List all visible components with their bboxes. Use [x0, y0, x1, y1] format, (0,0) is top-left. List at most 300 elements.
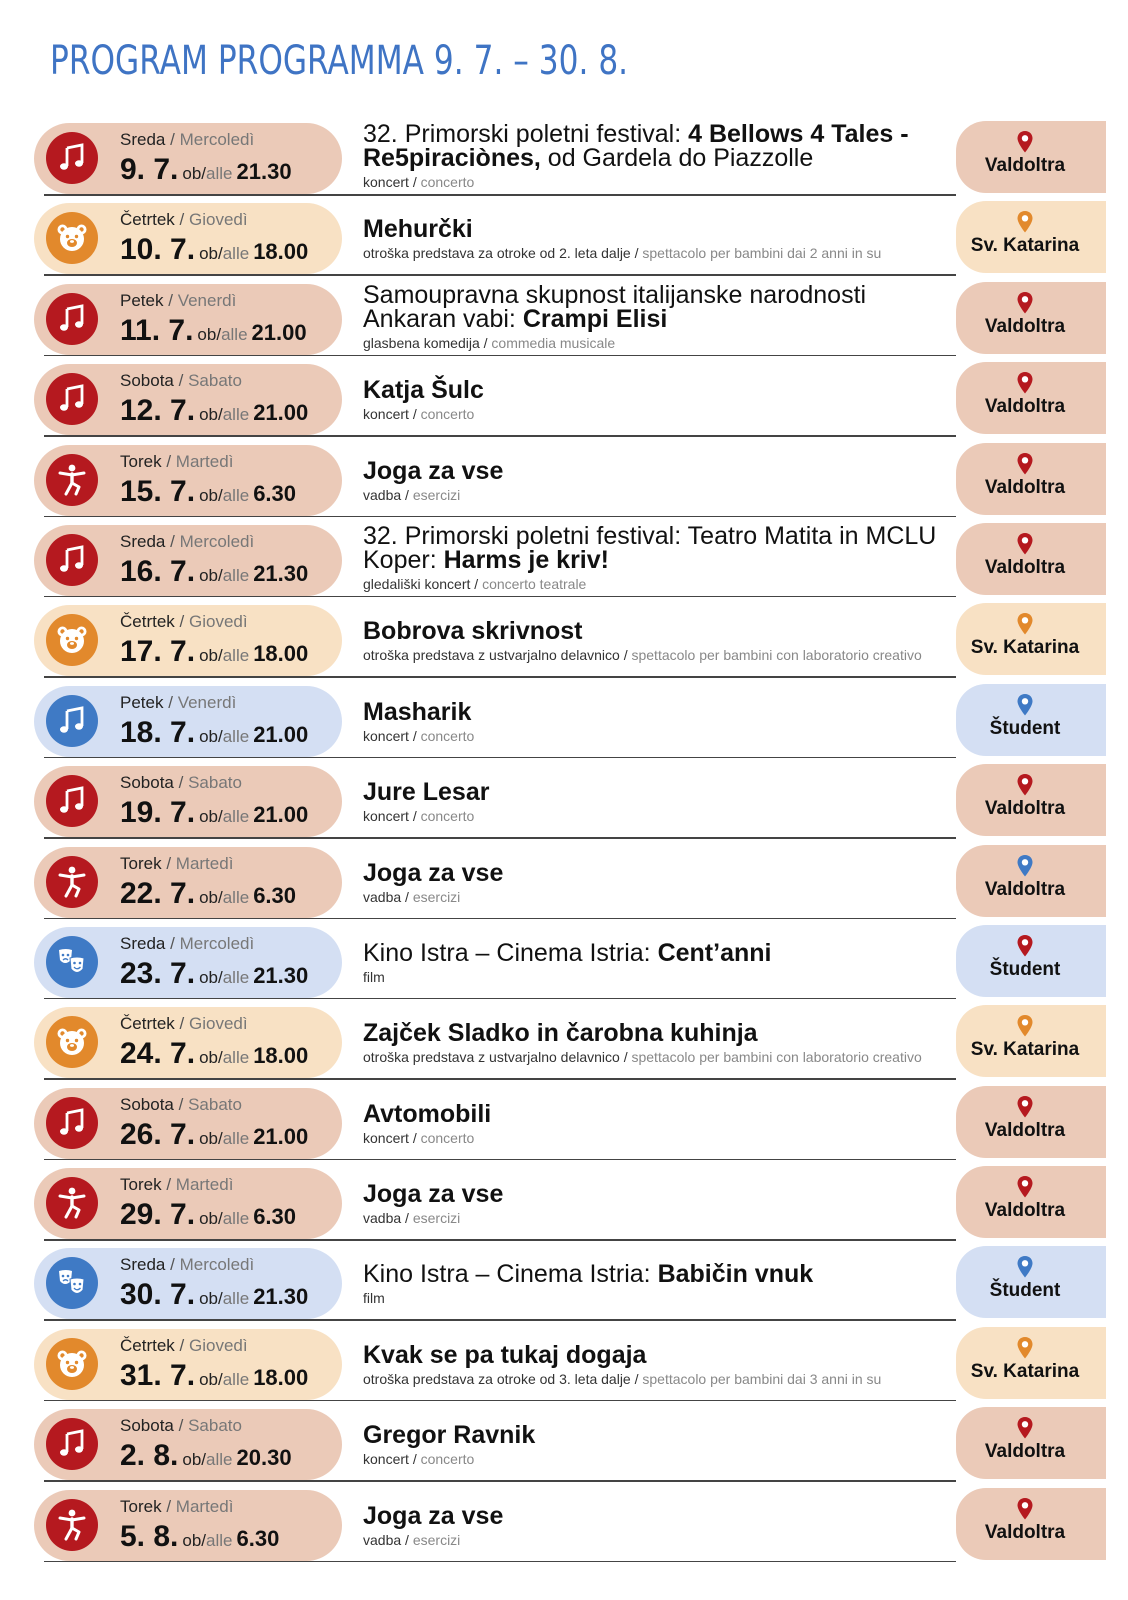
music-note-icon — [46, 695, 98, 747]
event-title — [363, 280, 953, 333]
event-type-sl: vadba — [363, 1531, 402, 1548]
location-name: Študent — [989, 717, 1061, 739]
row-divider — [44, 1480, 956, 1482]
location-pill — [956, 845, 1106, 917]
event-row — [0, 1245, 1128, 1325]
event-row — [0, 1085, 1128, 1165]
event-info — [363, 444, 953, 503]
location-pin-icon — [1016, 291, 1034, 315]
event-title-main: Joga za vse — [363, 1180, 504, 1209]
location-pill — [956, 684, 1106, 756]
event-type: glasbena komedija / commedia musicale — [363, 334, 616, 351]
event-title-main: Joga za vse — [363, 1501, 504, 1530]
event-row — [0, 924, 1128, 1004]
day-separator: / — [178, 1094, 184, 1114]
event-type-sl: film — [363, 968, 385, 985]
day-separator: / — [166, 451, 172, 471]
event-type-sl: koncert — [363, 174, 409, 190]
event-row — [0, 1004, 1128, 1084]
location-name: Sv. Katarina — [970, 637, 1080, 659]
date-time — [120, 1118, 308, 1152]
event-date: 5. 8. — [120, 1519, 179, 1553]
day-it: Giovedì — [189, 612, 248, 632]
day-label — [120, 130, 254, 150]
location-name: Sv. Katarina — [970, 235, 1080, 257]
date-pill — [34, 445, 342, 516]
event-date: 15. 7. — [120, 474, 196, 508]
event-info — [363, 521, 953, 592]
event-row — [0, 763, 1128, 843]
location-name: Valdoltra — [984, 1521, 1066, 1543]
event-title — [363, 376, 953, 405]
day-sl: Četrtek — [120, 210, 175, 230]
day-separator: / — [170, 1255, 175, 1275]
event-title — [363, 122, 953, 170]
event-type-it: esercizi — [412, 1210, 461, 1227]
event-type-sl: koncert — [363, 1129, 409, 1146]
event-info — [363, 765, 953, 824]
event-type-it: concerto teatrale — [482, 575, 587, 592]
location-name: Valdoltra — [984, 556, 1066, 578]
location-pill — [956, 1005, 1106, 1077]
event-title — [363, 1099, 953, 1128]
location-name: Valdoltra — [984, 315, 1066, 337]
event-time: 6.30 — [253, 480, 297, 506]
event-type-it: spettacolo per bambini con laboratorio creativo — [631, 1049, 922, 1066]
yoga-figure-icon — [46, 856, 98, 908]
date-pill — [34, 1088, 342, 1159]
row-divider — [44, 676, 956, 678]
row-divider — [44, 435, 956, 437]
date-pill — [34, 1168, 342, 1239]
row-divider — [44, 596, 956, 598]
event-title-prefix: Kino Istra – Cinema Istria: — [363, 938, 658, 967]
day-label — [120, 934, 254, 954]
date-time — [120, 1278, 308, 1312]
location-name: Študent — [989, 1280, 1061, 1302]
location-pin-icon — [1016, 452, 1034, 476]
event-type-it: concerto — [420, 174, 475, 190]
day-separator: / — [178, 1416, 184, 1436]
event-title — [363, 858, 953, 887]
location-name: Valdoltra — [984, 396, 1066, 418]
event-date: 26. 7. — [120, 1117, 196, 1151]
event-info — [363, 926, 953, 985]
event-time: 18.00 — [253, 1043, 309, 1069]
date-pill — [34, 927, 342, 998]
day-sl: Sobota — [120, 1094, 174, 1114]
event-time: 21.00 — [253, 400, 309, 426]
event-title — [363, 1019, 953, 1048]
date-pill — [34, 123, 342, 194]
event-type-it: spettacolo per bambini dai 2 anni in su — [642, 245, 882, 262]
location-pill — [956, 1166, 1106, 1238]
day-label — [120, 291, 236, 311]
day-sl: Sobota — [120, 1416, 174, 1436]
time-prefix: ob/alle — [199, 1369, 250, 1389]
event-row — [0, 844, 1128, 924]
page-title: PROGRAM PROGRAMMA 9. 7. – 30. 8. — [50, 38, 629, 84]
event-date: 19. 7. — [120, 796, 196, 830]
event-type-sl: vadba — [363, 486, 402, 503]
event-type: otroška predstava za otroke od 2. leta dalje / spettacolo per bambini dai 2 anni in su — [363, 245, 882, 262]
event-title-main: Katja Šulc — [363, 376, 484, 405]
event-type: koncert / concerto — [363, 174, 475, 190]
day-label — [120, 1014, 248, 1034]
row-divider — [44, 1159, 956, 1161]
yoga-figure-icon — [46, 1499, 98, 1551]
date-time — [120, 233, 308, 267]
day-label — [120, 1336, 248, 1356]
location-pin-icon — [1016, 1255, 1034, 1279]
day-label — [120, 210, 248, 230]
day-label — [120, 1175, 233, 1195]
date-pill — [34, 1248, 342, 1319]
row-divider — [44, 194, 956, 196]
event-type-sl: glasbena komedija — [363, 334, 480, 351]
row-divider — [44, 837, 956, 839]
date-time — [120, 475, 296, 509]
row-divider — [44, 918, 956, 920]
day-label — [120, 532, 254, 552]
date-pill — [34, 605, 342, 676]
event-date: 10. 7. — [120, 233, 196, 267]
event-type: koncert / concerto — [363, 808, 475, 825]
location-pin-icon — [1016, 612, 1034, 636]
date-time — [120, 1359, 308, 1393]
day-label — [120, 452, 233, 472]
event-info — [363, 1167, 953, 1226]
event-row — [0, 361, 1128, 441]
theatre-masks-icon — [46, 1257, 98, 1309]
event-title — [363, 778, 953, 807]
theatre-masks-icon — [46, 936, 98, 988]
row-divider — [44, 1400, 956, 1402]
time-prefix: ob/alle — [199, 887, 250, 907]
day-separator: / — [166, 1175, 172, 1195]
event-date: 24. 7. — [120, 1037, 196, 1071]
event-row — [0, 1165, 1128, 1245]
event-title — [363, 1501, 953, 1530]
event-title — [363, 1260, 953, 1289]
event-time: 21.00 — [253, 721, 309, 747]
event-date: 11. 7. — [120, 313, 194, 347]
day-it: Sabato — [188, 1094, 242, 1114]
location-name: Sv. Katarina — [970, 1039, 1080, 1061]
location-pin-icon — [1016, 371, 1034, 395]
event-title-prefix: 32. Primorski poletni festival: — [363, 120, 689, 148]
event-date: 16. 7. — [120, 554, 196, 588]
event-time: 6.30 — [236, 1525, 280, 1551]
date-time — [120, 153, 292, 187]
location-pin-icon — [1016, 1014, 1034, 1038]
location-pin-icon — [1016, 693, 1034, 717]
location-pin-icon — [1016, 854, 1034, 878]
event-type-sl: koncert — [363, 406, 409, 423]
location-pin-icon — [1016, 1095, 1034, 1119]
day-it: Giovedì — [189, 1335, 248, 1355]
location-pill — [956, 362, 1106, 434]
event-time: 18.00 — [253, 641, 309, 667]
music-note-icon — [46, 1418, 98, 1470]
location-pin-icon — [1016, 934, 1034, 958]
music-note-icon — [46, 534, 98, 586]
day-label — [120, 693, 236, 713]
event-type-it: esercizi — [412, 1531, 461, 1548]
date-pill — [34, 1007, 342, 1078]
date-pill — [34, 1490, 342, 1561]
day-separator: / — [166, 1496, 172, 1516]
event-date: 9. 7. — [120, 153, 179, 186]
event-type-sl: otroška predstava z ustvarjalno delavnico — [363, 647, 620, 664]
event-type: vadba / esercizi — [363, 888, 461, 905]
event-date: 17. 7. — [120, 635, 196, 669]
location-pill — [956, 1086, 1106, 1158]
event-info — [363, 604, 953, 663]
date-pill — [34, 686, 342, 757]
event-type-sl: film — [363, 1290, 385, 1307]
date-time — [120, 394, 308, 428]
location-pill — [956, 523, 1106, 595]
event-type-sl: otroška predstava z ustvarjalno delavnico — [363, 1049, 620, 1066]
event-type-it: spettacolo per bambini dai 3 anni in su — [642, 1370, 882, 1387]
event-type-it: concerto — [420, 406, 475, 423]
event-title-main: Zajček Sladko in čarobna kuhinja — [363, 1019, 758, 1048]
event-row — [0, 683, 1128, 763]
date-pill — [34, 364, 342, 435]
day-it: Martedì — [175, 1175, 234, 1195]
date-time — [120, 796, 308, 830]
event-info — [363, 280, 953, 351]
location-pill — [956, 443, 1106, 515]
event-type-it: commedia musicale — [491, 334, 616, 351]
row-divider — [44, 274, 956, 276]
date-pill — [34, 1409, 342, 1480]
music-note-icon — [46, 293, 98, 345]
event-title — [363, 521, 953, 574]
event-date: 18. 7. — [120, 715, 196, 749]
event-type: otroška predstava za otroke od 3. leta dalje / spettacolo per bambini dai 3 anni in su — [363, 1370, 882, 1387]
day-it: Mercoledì — [179, 531, 255, 551]
event-type: gledališki koncert / concerto teatrale — [363, 575, 587, 592]
event-info — [363, 1408, 953, 1467]
event-type: vadba / esercizi — [363, 486, 461, 503]
date-pill — [34, 203, 342, 274]
date-time — [120, 1037, 308, 1071]
teddy-bear-icon — [46, 212, 98, 264]
day-it: Mercoledì — [179, 933, 255, 953]
location-pin-icon — [1016, 1175, 1034, 1199]
location-pin-icon — [1016, 1497, 1034, 1521]
time-prefix: ob/alle — [197, 324, 248, 344]
day-sl: Sreda — [120, 933, 166, 953]
date-pill — [34, 847, 342, 918]
event-title-main: Babičin vnuk — [657, 1260, 814, 1289]
time-prefix: ob/alle — [199, 1048, 250, 1068]
event-info — [363, 122, 953, 190]
yoga-figure-icon — [46, 454, 98, 506]
location-pin-icon — [1016, 1416, 1034, 1440]
day-it: Venerdì — [177, 692, 237, 712]
time-prefix: ob/alle — [182, 164, 233, 183]
time-prefix: ob/alle — [199, 967, 250, 987]
event-type-it: esercizi — [412, 888, 461, 905]
event-info — [363, 1006, 953, 1065]
day-sl: Sobota — [120, 371, 174, 391]
time-prefix: ob/alle — [199, 1128, 250, 1148]
day-separator: / — [179, 612, 185, 632]
teddy-bear-icon — [46, 1016, 98, 1068]
location-pill — [956, 603, 1106, 675]
event-info — [363, 685, 953, 744]
time-prefix: ob/alle — [199, 807, 250, 827]
day-it: Mercoledì — [179, 1255, 255, 1275]
yoga-figure-icon — [46, 1177, 98, 1229]
event-row — [0, 442, 1128, 522]
day-label — [120, 1255, 254, 1275]
location-pill — [956, 1246, 1106, 1318]
event-type-sl: gledališki koncert — [363, 575, 471, 592]
teddy-bear-icon — [46, 1338, 98, 1390]
music-note-icon — [46, 775, 98, 827]
day-label — [120, 1095, 242, 1115]
teddy-bear-icon — [46, 614, 98, 666]
day-sl: Petek — [120, 692, 164, 712]
music-note-icon — [46, 373, 98, 425]
day-it: Martedì — [175, 451, 234, 471]
location-name: Valdoltra — [984, 798, 1066, 820]
day-it: Giovedì — [189, 1014, 248, 1034]
day-separator: / — [178, 371, 184, 391]
location-name: Valdoltra — [984, 476, 1066, 498]
event-title-main: Mehurčki — [363, 215, 473, 244]
day-label — [120, 773, 242, 793]
row-divider — [44, 998, 956, 1000]
music-note-icon — [46, 132, 98, 184]
day-sl: Petek — [120, 290, 164, 310]
date-time — [120, 1520, 279, 1554]
day-separator: / — [179, 1335, 185, 1355]
day-it: Giovedì — [189, 210, 248, 230]
date-time — [120, 1439, 292, 1473]
event-type-sl: koncert — [363, 727, 409, 744]
time-prefix: ob/alle — [199, 1289, 250, 1309]
event-row — [0, 200, 1128, 280]
event-date: 23. 7. — [120, 956, 196, 990]
location-pill — [956, 282, 1106, 354]
day-sl: Četrtek — [120, 612, 175, 632]
event-row — [0, 281, 1128, 361]
event-title-main: Joga za vse — [363, 858, 504, 887]
event-title-main: Gregor Ravnik — [363, 1421, 536, 1450]
event-title-prefix: Kino Istra – Cinema Istria: — [363, 1260, 658, 1289]
row-divider — [44, 757, 956, 759]
location-name: Valdoltra — [984, 878, 1066, 900]
date-pill — [34, 284, 342, 355]
event-time: 18.00 — [253, 239, 309, 265]
location-pin-icon — [1016, 210, 1034, 234]
event-info — [363, 202, 953, 261]
event-date: 22. 7. — [120, 876, 196, 910]
event-time: 21.30 — [253, 1284, 309, 1310]
day-sl: Torek — [120, 1496, 162, 1516]
event-time: 6.30 — [253, 882, 297, 908]
event-type-it: concerto — [420, 727, 475, 744]
day-it: Mercoledì — [179, 130, 255, 149]
time-prefix: ob/alle — [199, 485, 250, 505]
event-date: 2. 8. — [120, 1439, 179, 1473]
event-time: 18.00 — [253, 1364, 309, 1390]
event-type: otroška predstava z ustvarjalno delavnico / spettacolo per bambini con laboratorio creativo — [363, 1049, 922, 1066]
event-type: koncert / concerto — [363, 1451, 475, 1468]
event-row — [0, 1406, 1128, 1486]
day-label — [120, 1416, 242, 1436]
event-title-main: Cent’anni — [657, 938, 772, 967]
location-pin-icon — [1016, 1336, 1034, 1360]
event-time: 6.30 — [253, 1204, 297, 1230]
event-list — [0, 120, 1128, 1567]
event-type: otroška predstava z ustvarjalno delavnico / spettacolo per bambini con laboratorio creativo — [363, 647, 922, 664]
event-info — [363, 1489, 953, 1548]
event-type-sl: koncert — [363, 1451, 409, 1468]
event-time: 21.00 — [253, 802, 309, 828]
location-pin-icon — [1016, 130, 1034, 154]
date-pill — [34, 525, 342, 596]
location-name: Valdoltra — [984, 1200, 1066, 1222]
event-title-main: 4 Bellows 4 Tales - Re5piraciònes, — [363, 120, 909, 172]
event-time: 21.30 — [253, 962, 309, 988]
event-type-sl: otroška predstava za otroke od 2. leta dalje — [363, 245, 631, 262]
day-separator: / — [170, 130, 175, 149]
date-time — [120, 635, 308, 669]
day-separator: / — [168, 692, 173, 712]
time-prefix: ob/alle — [199, 405, 250, 425]
row-divider — [44, 1239, 956, 1241]
event-type-sl: koncert — [363, 808, 409, 825]
location-name: Valdoltra — [984, 1119, 1066, 1141]
date-pill — [34, 1329, 342, 1400]
event-title — [363, 617, 953, 646]
row-divider — [44, 1078, 956, 1080]
day-sl: Sobota — [120, 773, 174, 793]
event-row — [0, 1487, 1128, 1567]
date-time — [120, 314, 307, 348]
event-date: 12. 7. — [120, 394, 196, 428]
location-pill — [956, 925, 1106, 997]
event-title-prefix: 32. Primorski poletni festival: Teatro Matita in MCLU Koper: — [363, 521, 937, 574]
event-title — [363, 1421, 953, 1450]
location-pill — [956, 1327, 1106, 1399]
day-it: Sabato — [188, 773, 242, 793]
date-time — [120, 877, 296, 911]
event-type — [363, 1290, 953, 1306]
row-divider — [44, 355, 956, 357]
day-sl: Torek — [120, 853, 162, 873]
day-sl: Četrtek — [120, 1014, 175, 1034]
event-row — [0, 522, 1128, 602]
event-info — [363, 1087, 953, 1146]
event-title — [363, 938, 953, 967]
event-time: 21.00 — [253, 1123, 309, 1149]
day-separator: / — [168, 290, 173, 310]
date-time — [120, 957, 308, 991]
time-prefix: ob/alle — [182, 1450, 233, 1470]
day-label — [120, 371, 242, 391]
day-separator: / — [178, 773, 184, 793]
day-label — [120, 1497, 233, 1517]
day-it: Martedì — [175, 1496, 234, 1516]
day-sl: Četrtek — [120, 1335, 175, 1355]
